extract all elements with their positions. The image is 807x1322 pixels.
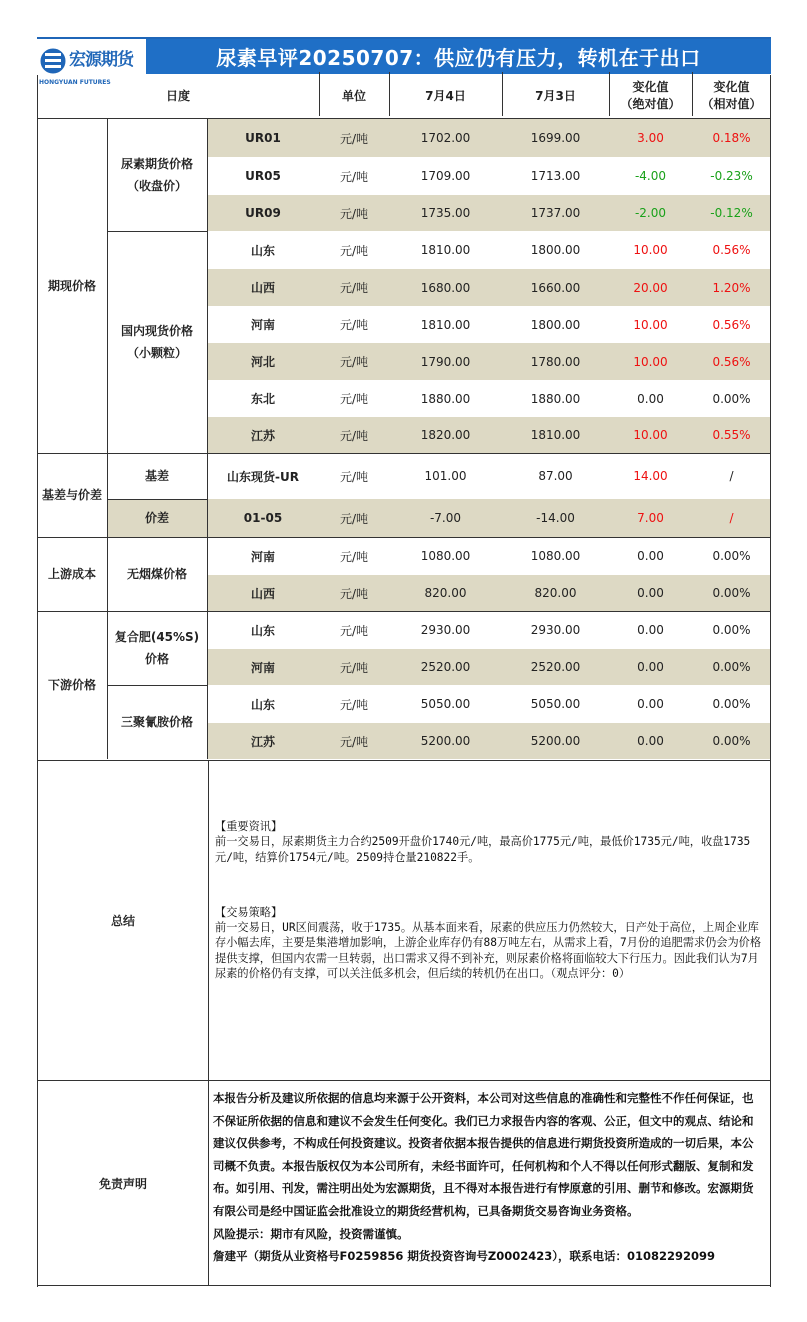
subgroup-futures-line1: 尿素期货价格 [120, 157, 193, 171]
subgroup-coal-price: 无烟煤价格 [126, 567, 187, 581]
summary-section [37, 760, 771, 1081]
subgroup-basis: 基差 [144, 469, 169, 483]
row-unit: 元/吨 [339, 131, 369, 146]
row-rel-change: / [729, 469, 734, 483]
row-value-date1: 1810.00 [420, 317, 471, 332]
table-row [207, 649, 771, 685]
summary-text [209, 761, 770, 1080]
row-name: 河南 [250, 318, 275, 332]
row-name: 山东现货-UR [227, 469, 299, 484]
disclaimer-label: 免责声明 [38, 1081, 209, 1285]
row-value-date1: 1735.00 [420, 206, 471, 220]
subgroup-compound-line1: 复合肥(45%S) [114, 630, 200, 644]
row-abs-change: 10.00 [633, 317, 668, 332]
row-value-date2: 87.00 [538, 469, 573, 483]
row-value-date1: 5200.00 [420, 734, 471, 748]
row-value-date1: 1810.00 [420, 243, 471, 257]
row-unit: 元/吨 [339, 660, 369, 675]
table-row [207, 575, 771, 611]
row-unit: 元/吨 [339, 428, 369, 443]
summary-spacer [215, 865, 764, 905]
row-value-date1: -7.00 [429, 511, 462, 525]
row-value-date1: 820.00 [424, 586, 467, 600]
row-abs-change: 10.00 [633, 428, 668, 442]
row-name: 东北 [250, 392, 275, 406]
row-unit: 元/吨 [339, 281, 369, 295]
row-value-date1: 1680.00 [420, 280, 471, 295]
row-abs-change: -2.00 [634, 206, 667, 220]
subgroup-futures-price [107, 119, 207, 231]
row-rel-change: 0.00% [712, 586, 751, 600]
header-abs-line1: 变化值 [632, 80, 669, 94]
row-rel-change: 0.00% [712, 660, 751, 674]
row-name: 江苏 [250, 734, 275, 749]
table-row [207, 723, 771, 759]
row-name: UR01 [245, 131, 281, 145]
row-name: 河南 [250, 549, 275, 564]
header-rel-line1: 变化值 [713, 80, 750, 94]
table-row [207, 119, 771, 157]
row-value-date1: 1790.00 [420, 354, 471, 369]
row-unit: 元/吨 [339, 623, 369, 638]
table-row [207, 380, 771, 417]
disclaimer-body: 本报告分析及建议所依据的信息均来源于公开资料，本公司对这些信息的准确性和完整性不作任何保证，也不保证所依据的信息和建议不会发生任何变化。我们已力求报告内容的客观、公正，但文中的观点、结论和建议仅供参考，不构成任何投资建议。投资者依据本报告提供的信息进行期货投资所造成的一切后果，本公司概不负责。本报告版权仅为本公司所有，未经书面许可，任何机构和个人不得以任何形式翻版、复制和发布。如引用、刊发，需注明出处为宏源期货，且不得对本报告进行有悖原意的引用、删节和修改。宏源期货有限公司是经中国证监会批准设立的期货经营机构，已具备期货交易咨询业务资格。 [213, 1091, 754, 1218]
row-value-date2: 1660.00 [530, 280, 581, 295]
header-date1: 7月4日 [425, 88, 466, 103]
grid-line [319, 72, 320, 116]
grid-line [107, 231, 207, 232]
row-value-date1: 101.00 [424, 469, 467, 483]
row-unit: 元/吨 [339, 511, 369, 526]
table-header [37, 74, 771, 119]
disclaimer-text [209, 1081, 770, 1285]
row-value-date1: 5050.00 [420, 697, 471, 711]
news-body: 前一交易日，尿素期货主力合约2509开盘价1740元/吨，最高价1775元/吨，最低价1735元/吨，收盘1735元/吨，结算价1754元/吨。2509持仓量210822手。 [215, 835, 751, 864]
table-row [207, 269, 771, 306]
header-rel-line2: （相对值） [701, 97, 762, 111]
row-value-date1: 1702.00 [420, 131, 471, 145]
row-value-date1: 1709.00 [420, 169, 471, 183]
row-abs-change: 0.00 [637, 586, 664, 600]
row-name: 01-05 [243, 511, 283, 525]
row-abs-change: 20.00 [633, 280, 668, 295]
row-abs-change: 0.00 [637, 734, 664, 748]
row-rel-change: 0.55% [712, 428, 751, 442]
grid-line [609, 72, 610, 116]
price-table [37, 119, 771, 749]
subgroup-spread: 价差 [107, 499, 207, 537]
table-row [207, 453, 771, 499]
subgroup-melamine-price: 三聚氰胺价格 [120, 715, 193, 729]
row-value-date2: 1713.00 [530, 169, 581, 183]
group-upstream: 上游成本 [47, 567, 96, 581]
row-abs-change: 0.00 [637, 623, 664, 637]
row-rel-change: 0.56% [712, 317, 751, 332]
grid-line [107, 685, 207, 686]
row-value-date1: 1820.00 [420, 428, 471, 442]
grid-line [107, 119, 108, 759]
row-abs-change: 0.00 [637, 697, 664, 711]
row-name: UR09 [245, 206, 281, 220]
group-downstream: 下游价格 [47, 678, 96, 692]
title-row [37, 37, 771, 86]
table-row [207, 499, 771, 537]
header-dimension: 日度 [166, 88, 191, 103]
header-abs-line2: （绝对值） [620, 97, 681, 111]
table-row [207, 195, 771, 231]
table-row [207, 157, 771, 195]
row-rel-change: 0.00% [712, 734, 751, 748]
row-unit: 元/吨 [339, 586, 369, 601]
row-unit: 元/吨 [339, 697, 369, 712]
strategy-body: 前一交易日，UR区间震荡，收于1735。从基本面来看，尿素的供应压力仍然较大，日产处于高位，上周企业库存小幅去库，主要是集港增加影响，上游企业库存仍有88万吨左右，从需求上看，7月份的追肥需求仍会为价格提供支撑，但国内农需一旦转弱，出口需求又得不到补充，则尿素价格将面临较大下行压力。因此我们认为7月尿素的价格仍有支撑，可以关注低多机会，但后续的转机仍在出口。（观点评分：0） [215, 921, 762, 981]
table-row [207, 685, 771, 723]
logo-brand-cn: 宏源期货 [69, 50, 133, 70]
subgroup-futures-line2: （收盘价） [126, 179, 187, 193]
row-value-date2: 2930.00 [530, 623, 581, 637]
risk-warning: 风险提示：期市有风险，投资需谨慎。 [213, 1226, 409, 1241]
row-name: 河北 [250, 355, 275, 369]
row-name: 河南 [250, 660, 275, 675]
row-name: 山西 [250, 281, 275, 295]
grid-line [389, 72, 390, 116]
row-value-date2: 1080.00 [530, 549, 581, 563]
row-abs-change: 0.00 [637, 391, 664, 406]
row-name: 山东 [250, 623, 275, 638]
row-unit: 元/吨 [339, 243, 369, 258]
row-value-date2: -14.00 [536, 511, 575, 525]
row-name: 山西 [250, 586, 275, 601]
row-value-date2: 1810.00 [530, 428, 581, 442]
row-value-date2: 1800.00 [530, 243, 581, 257]
subgroup-compound-fertilizer [107, 611, 207, 685]
row-value-date2: 2520.00 [530, 660, 581, 674]
row-unit: 元/吨 [339, 734, 369, 749]
table-row [207, 306, 771, 343]
subgroup-spot-line1: 国内现货价格 [120, 324, 193, 338]
strategy-heading: 【交易策略】 [215, 905, 283, 919]
company-logo [37, 39, 146, 86]
row-rel-change: 0.56% [712, 243, 751, 257]
row-abs-change: 0.00 [637, 549, 664, 563]
header-date2: 7月3日 [535, 88, 576, 103]
row-unit: 元/吨 [339, 206, 369, 221]
report-sheet [37, 37, 771, 1264]
row-abs-change: -4.00 [634, 169, 667, 183]
row-abs-change: 10.00 [633, 354, 668, 369]
row-abs-change: 10.00 [633, 243, 668, 257]
table-row [207, 537, 771, 575]
row-value-date2: 5050.00 [530, 697, 581, 711]
row-name: 江苏 [250, 428, 275, 443]
table-row [207, 343, 771, 380]
news-heading: 【重要资讯】 [215, 820, 283, 833]
grid-line [502, 72, 503, 116]
row-rel-change: -0.12% [710, 206, 753, 220]
row-value-date2: 1800.00 [530, 317, 581, 332]
table-row [207, 417, 771, 453]
row-rel-change: 0.00% [712, 623, 751, 637]
grid-line [692, 72, 693, 116]
row-unit: 元/吨 [339, 469, 369, 484]
row-value-date1: 2520.00 [420, 660, 471, 674]
subgroup-compound-line2: 价格 [144, 652, 169, 666]
row-abs-change: 14.00 [633, 469, 668, 483]
row-value-date2: 1699.00 [530, 131, 581, 145]
table-row [207, 611, 771, 649]
subgroup-spot-line2: （小颗粒） [126, 346, 187, 360]
row-rel-change: 0.00% [712, 391, 751, 406]
group-basis: 基差与价差 [41, 488, 102, 502]
row-name: 山东 [250, 243, 275, 258]
disclaimer-section [37, 1081, 771, 1286]
row-value-date1: 2930.00 [420, 623, 471, 637]
grid-line [37, 537, 771, 538]
row-unit: 元/吨 [339, 549, 369, 564]
row-rel-change: -0.23% [710, 169, 753, 183]
header-abs-change [609, 74, 692, 118]
row-value-date1: 1880.00 [420, 391, 471, 406]
row-rel-change: / [729, 511, 734, 525]
grid-line [37, 611, 771, 612]
row-rel-change: 0.00% [712, 697, 751, 711]
grid-line [207, 119, 208, 759]
row-rel-change: 0.00% [712, 549, 751, 563]
row-value-date2: 5200.00 [530, 734, 581, 748]
row-unit: 元/吨 [339, 355, 369, 369]
author-contact: 詹建平（期货从业资格号F0259856 期货投资咨询号Z0002423），联系电话：01082292099 [213, 1249, 715, 1264]
row-unit: 元/吨 [339, 392, 369, 406]
row-abs-change: 0.00 [637, 660, 664, 674]
row-rel-change: 0.56% [712, 354, 751, 369]
row-value-date2: 1880.00 [530, 391, 581, 406]
row-rel-change: 1.20% [712, 280, 751, 295]
row-value-date2: 820.00 [534, 586, 577, 600]
row-value-date2: 1780.00 [530, 354, 581, 369]
row-value-date1: 1080.00 [420, 549, 471, 563]
logo-brand-en: HONGYUAN FUTURES [39, 79, 111, 86]
row-unit: 元/吨 [339, 318, 369, 332]
row-unit: 元/吨 [339, 169, 369, 184]
row-rel-change: 0.18% [712, 131, 751, 145]
group-spot-futures: 期现价格 [47, 279, 96, 293]
grid-line [107, 499, 207, 500]
row-value-date2: 1737.00 [530, 206, 581, 220]
row-abs-change: 3.00 [637, 131, 664, 145]
grid-line [37, 453, 771, 454]
row-name: UR05 [245, 169, 281, 183]
header-unit: 单位 [341, 88, 366, 103]
table-row [207, 231, 771, 269]
row-abs-change: 7.00 [637, 511, 664, 525]
summary-label: 总结 [38, 761, 209, 1080]
subgroup-spot-price [107, 231, 207, 453]
report-title: 尿素早评20250707：供应仍有压力，转机在于出口 [146, 39, 771, 74]
header-rel-change [692, 74, 771, 118]
row-name: 山东 [250, 697, 275, 712]
